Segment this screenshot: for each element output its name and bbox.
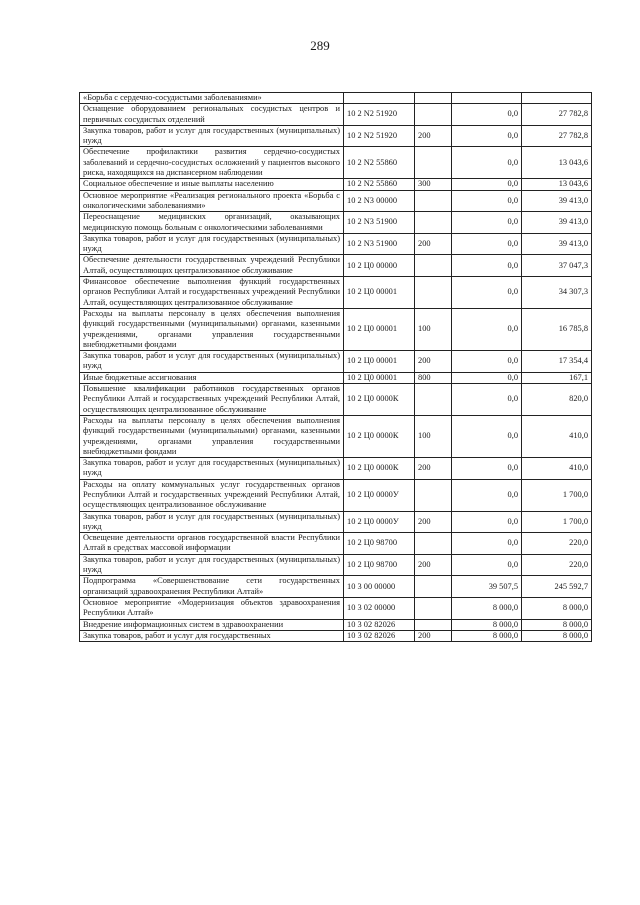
row-name-cell: Основное мероприятие «Модернизация объектов здравоохранения Республики Алтай» [80,597,344,619]
row-amount-2-cell: 16 785,8 [522,308,592,350]
table-row [80,630,592,641]
row-amount-2-cell: 39 413,0 [522,233,592,255]
row-expense-type-cell [415,93,452,104]
row-amount-2-cell: 8 000,0 [522,597,592,619]
row-code-cell: 10 2 Ц0 0000К [344,415,415,457]
row-amount-1-cell: 0,0 [452,233,522,255]
row-amount-1-cell: 8 000,0 [452,619,522,630]
row-expense-type-cell [415,597,452,619]
row-expense-type-cell [415,147,452,179]
row-amount-2-cell: 13 043,6 [522,179,592,190]
row-amount-2-cell: 820,0 [522,384,592,416]
row-name-cell: Оснащение оборудованием региональных сосудистых центров и первичных сосудистых отделений [80,104,344,126]
table-row [80,511,592,533]
table-row [80,233,592,255]
table-row [80,576,592,598]
table-row [80,212,592,234]
table-row [80,125,592,147]
row-expense-type-cell: 200 [415,630,452,641]
row-amount-2-cell: 8 000,0 [522,619,592,630]
row-code-cell [344,93,415,104]
row-name-cell: Переоснащение медицинских организаций, оказывающих медицинскую помощь больным с онкологическими заболеваниями [80,212,344,234]
table-row [80,179,592,190]
row-name-cell: Закупка товаров, работ и услуг для государственных (муниципальных) нужд [80,554,344,576]
row-code-cell: 10 3 02 82026 [344,630,415,641]
row-amount-1-cell: 0,0 [452,533,522,555]
budget-table [79,92,592,642]
row-name-cell: Закупка товаров, работ и услуг для государственных (муниципальных) нужд [80,351,344,373]
row-amount-1-cell: 0,0 [452,479,522,511]
row-name-cell: Социальное обеспечение и иные выплаты населению [80,179,344,190]
table-row [80,597,592,619]
row-expense-type-cell: 200 [415,233,452,255]
row-name-cell: Освещение деятельности органов государственной власти Республики Алтай в средствах массовой информации [80,533,344,555]
row-expense-type-cell: 200 [415,351,452,373]
row-expense-type-cell: 200 [415,125,452,147]
row-amount-2-cell: 39 413,0 [522,190,592,212]
row-amount-2-cell: 167,1 [522,372,592,383]
table-row [80,384,592,416]
row-expense-type-cell: 200 [415,554,452,576]
row-code-cell: 10 2 Ц0 00001 [344,351,415,373]
table-row [80,372,592,383]
row-amount-1-cell: 8 000,0 [452,630,522,641]
row-amount-2-cell: 34 307,3 [522,277,592,309]
row-amount-2-cell: 17 354,4 [522,351,592,373]
row-amount-2-cell [522,93,592,104]
row-name-cell: Закупка товаров, работ и услуг для государственных (муниципальных) нужд [80,458,344,480]
row-amount-1-cell [452,93,522,104]
row-amount-1-cell: 0,0 [452,190,522,212]
row-code-cell: 10 2 N2 51920 [344,104,415,126]
row-amount-2-cell: 13 043,6 [522,147,592,179]
table-row [80,104,592,126]
row-amount-1-cell: 0,0 [452,104,522,126]
row-amount-2-cell: 1 700,0 [522,479,592,511]
row-name-cell: Внедрение информационных систем в здравоохранении [80,619,344,630]
row-code-cell: 10 2 Ц0 00001 [344,277,415,309]
table-row [80,277,592,309]
row-amount-2-cell: 8 000,0 [522,630,592,641]
row-name-cell: Обеспечение деятельности государственных учреждений Республики Алтай, осуществляющих централизованное обслуживание [80,255,344,277]
table-row [80,147,592,179]
row-name-cell: Закупка товаров, работ и услуг для государственных (муниципальных) нужд [80,511,344,533]
table-row [80,479,592,511]
row-amount-1-cell: 0,0 [452,147,522,179]
row-name-cell: Закупка товаров, работ и услуг для государственных [80,630,344,641]
row-code-cell: 10 2 N3 51900 [344,212,415,234]
table-row [80,255,592,277]
row-name-cell: Расходы на выплаты персоналу в целях обеспечения выполнения функций государственными (муниципальными) органами, казенными учреждениями, органами управления государственными внебюджетными фондами [80,308,344,350]
row-name-cell: Закупка товаров, работ и услуг для государственных (муниципальных) нужд [80,233,344,255]
page-number: 289 [310,38,330,53]
row-name-cell: Подпрограмма «Совершенствование сети государственных организаций здравоохранения Республики Алтай» [80,576,344,598]
row-code-cell: 10 3 02 82026 [344,619,415,630]
row-amount-1-cell: 0,0 [452,372,522,383]
row-amount-1-cell: 0,0 [452,458,522,480]
row-amount-1-cell: 39 507,5 [452,576,522,598]
row-amount-2-cell: 27 782,8 [522,125,592,147]
row-expense-type-cell [415,619,452,630]
row-code-cell: 10 3 00 00000 [344,576,415,598]
row-name-cell: Финансовое обеспечение выполнения функций государственных органов Республики Алтай и государственных учреждений Республики Алтай, осуществляющих централизованное обслуживание [80,277,344,309]
table-row [80,415,592,457]
row-expense-type-cell: 200 [415,458,452,480]
row-amount-1-cell: 0,0 [452,415,522,457]
row-amount-2-cell: 37 047,3 [522,255,592,277]
row-expense-type-cell [415,190,452,212]
row-amount-2-cell: 410,0 [522,458,592,480]
row-code-cell: 10 2 N3 00000 [344,190,415,212]
row-amount-1-cell: 0,0 [452,125,522,147]
row-amount-1-cell: 0,0 [452,179,522,190]
row-code-cell: 10 2 Ц0 0000К [344,458,415,480]
row-expense-type-cell [415,277,452,309]
row-amount-1-cell: 8 000,0 [452,597,522,619]
row-amount-2-cell: 220,0 [522,533,592,555]
row-code-cell: 10 2 Ц0 00000 [344,255,415,277]
row-amount-1-cell: 0,0 [452,554,522,576]
row-code-cell: 10 2 Ц0 0000У [344,479,415,511]
row-amount-2-cell: 39 413,0 [522,212,592,234]
table-row [80,458,592,480]
row-code-cell: 10 3 02 00000 [344,597,415,619]
row-expense-type-cell [415,212,452,234]
budget-table-body [80,93,592,642]
table-row [80,190,592,212]
row-expense-type-cell [415,576,452,598]
row-code-cell: 10 2 Ц0 0000К [344,384,415,416]
row-expense-type-cell [415,104,452,126]
row-code-cell: 10 2 Ц0 00001 [344,372,415,383]
row-amount-1-cell: 0,0 [452,511,522,533]
row-name-cell: Повышение квалификации работников государственных органов Республики Алтай и государственных учреждений Республики Алтай, осуществляющих централизованное обслуживание [80,384,344,416]
row-name-cell: Закупка товаров, работ и услуг для государственных (муниципальных) нужд [80,125,344,147]
row-expense-type-cell [415,479,452,511]
row-expense-type-cell [415,533,452,555]
row-code-cell: 10 2 Ц0 0000У [344,511,415,533]
row-name-cell: Расходы на выплаты персоналу в целях обеспечения выполнения функций государственными (муниципальными) органами, казенными учреждениями, органами управления государственными внебюджетными фондами [80,415,344,457]
table-row [80,619,592,630]
row-amount-1-cell: 0,0 [452,277,522,309]
row-code-cell: 10 2 Ц0 00001 [344,308,415,350]
row-amount-2-cell: 27 782,8 [522,104,592,126]
row-amount-1-cell: 0,0 [452,212,522,234]
row-code-cell: 10 2 N2 55860 [344,147,415,179]
row-expense-type-cell: 100 [415,308,452,350]
row-expense-type-cell [415,384,452,416]
table-row [80,533,592,555]
row-amount-1-cell: 0,0 [452,384,522,416]
row-amount-1-cell: 0,0 [452,351,522,373]
row-amount-2-cell: 410,0 [522,415,592,457]
row-name-cell: «Борьба с сердечно-сосудистыми заболеваниями» [80,93,344,104]
row-expense-type-cell: 800 [415,372,452,383]
row-code-cell: 10 2 Ц0 98700 [344,533,415,555]
row-amount-2-cell: 220,0 [522,554,592,576]
row-code-cell: 10 2 N3 51900 [344,233,415,255]
table-row [80,93,592,104]
row-name-cell: Иные бюджетные ассигнования [80,372,344,383]
row-name-cell: Расходы на оплату коммунальных услуг государственных органов Республики Алтай и государственных учреждений Республики Алтай, осуществляющих централизованное обслуживание [80,479,344,511]
row-expense-type-cell: 100 [415,415,452,457]
table-row [80,308,592,350]
row-code-cell: 10 2 N2 51920 [344,125,415,147]
row-name-cell: Основное мероприятие «Реализация регионального проекта «Борьба с онкологическими заболеваниями» [80,190,344,212]
table-row [80,351,592,373]
row-amount-1-cell: 0,0 [452,308,522,350]
row-name-cell: Обеспечение профилактики развития сердечно-сосудистых заболеваний и сердечно-сосудистых осложнений у пациентов высокого риска, находящихся на диспансерном наблюдении [80,147,344,179]
row-code-cell: 10 2 Ц0 98700 [344,554,415,576]
table-row [80,554,592,576]
row-amount-2-cell: 245 592,7 [522,576,592,598]
row-amount-1-cell: 0,0 [452,255,522,277]
row-code-cell: 10 2 N2 55860 [344,179,415,190]
row-expense-type-cell: 300 [415,179,452,190]
row-expense-type-cell: 200 [415,511,452,533]
row-expense-type-cell [415,255,452,277]
row-amount-2-cell: 1 700,0 [522,511,592,533]
